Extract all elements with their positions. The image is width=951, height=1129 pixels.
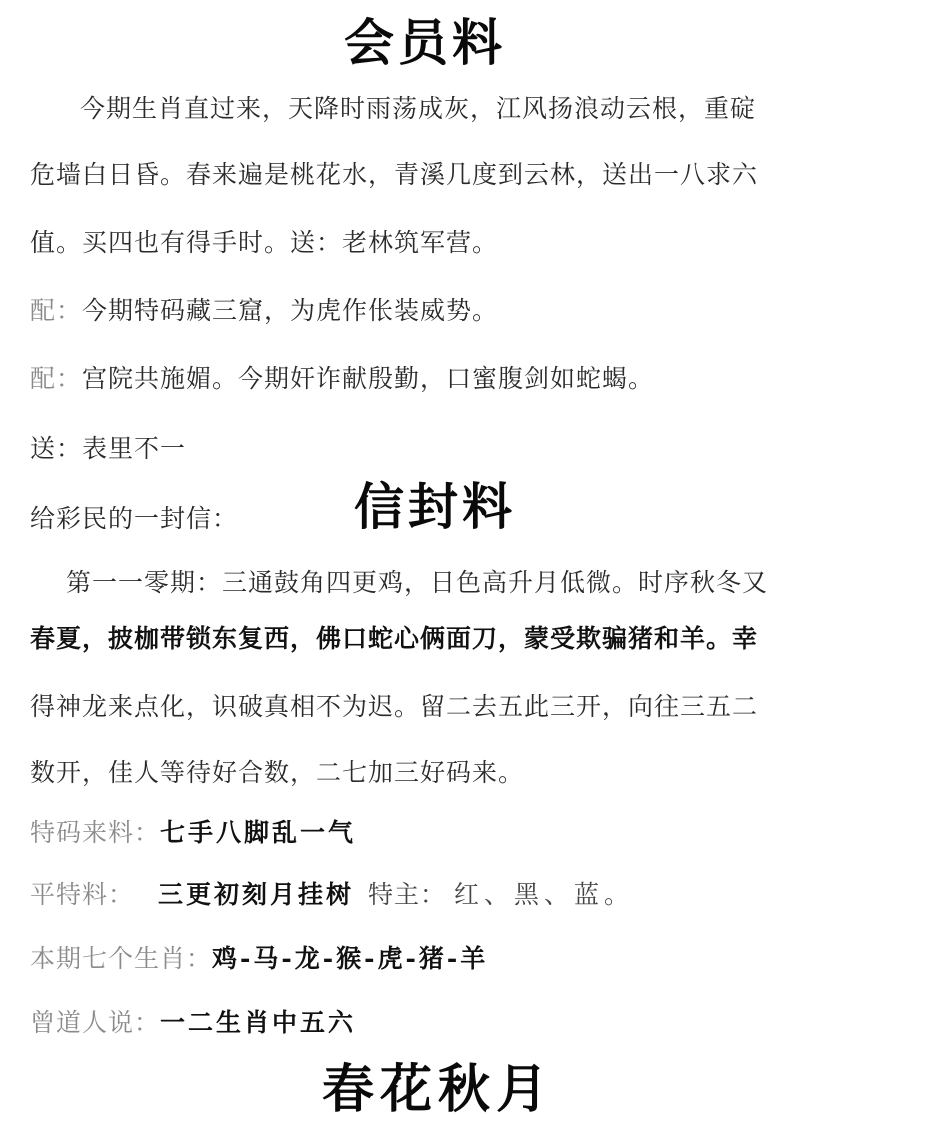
spring-title: 春花秋月: [322, 1060, 555, 1120]
daoren-line: [30, 1010, 356, 1035]
pair-label: 配：: [30, 364, 83, 393]
gift-line: [30, 436, 186, 461]
seven-label: 本期七个生肖：: [30, 944, 213, 973]
seven-text: 鸡-马-龙-猴-虎-猪-羊: [212, 944, 489, 973]
body-line: 春夏，披枷带锁东复西，佛口蛇心俩面刀，蒙受欺骗猪和羊。幸: [30, 624, 759, 653]
special-code-line: [30, 820, 356, 845]
gift-label: 送：: [30, 434, 83, 463]
letter-label: 给彩民的一封信：: [30, 504, 239, 533]
special-text: 七手八脚乱一气: [160, 818, 357, 847]
daoren-label: 曾道人说：: [30, 1008, 161, 1037]
pair-text: 今期特码藏三窟，为虎作伥装威势。: [82, 296, 499, 325]
ping-text: 三更初刻月挂树: [158, 880, 355, 909]
body-line: 值。买四也有得手时。送：老林筑军营。: [30, 228, 499, 257]
member-title: 会员料: [344, 14, 506, 72]
special-label: 特码来料：: [30, 818, 161, 847]
pair-text: 宫院共施媚。今期奸诈献殷勤，口蜜腹剑如蛇蝎。: [82, 364, 655, 393]
body-line: 第一一零期：三通鼓角四更鸡，日色高升月低微。时序秋冬又: [66, 568, 769, 597]
flat-special-line: [30, 882, 634, 907]
body-line: 危墙白日昏。春来遍是桃花水，青溪几度到云林，送出一八求六: [30, 160, 759, 189]
main-label: 特主：: [368, 880, 447, 909]
pair-line-2: [30, 366, 654, 391]
main-text: 红、黑、蓝。: [454, 880, 635, 909]
pair-line-1: [30, 298, 498, 323]
pair-label: 配：: [30, 296, 83, 325]
body-line: 数开，佳人等待好合数，二七加三好码来。: [30, 758, 525, 787]
daoren-text: 一二生肖中五六: [160, 1008, 357, 1037]
gift-text: 表里不一: [82, 434, 187, 463]
body-line: 今期生肖直过来，天降时雨荡成灰，江风扬浪动云根，重碇: [80, 94, 757, 123]
envelope-title: 信封料: [354, 478, 516, 536]
body-line: 得神龙来点化，识破真相不为迟。留二去五此三开，向往三五二: [30, 692, 759, 721]
ping-label: 平特料：: [30, 880, 135, 909]
seven-zodiac-line: [30, 946, 488, 971]
